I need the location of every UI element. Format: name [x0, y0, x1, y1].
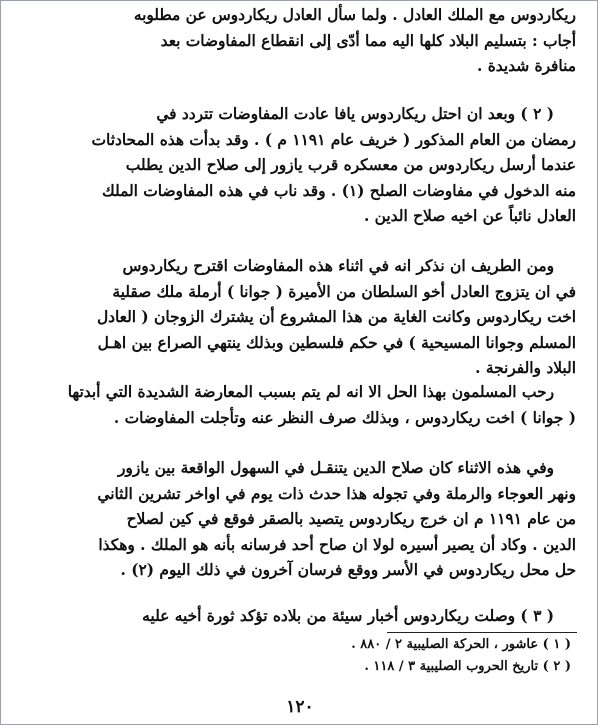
text-line: رحب المسلمون بهذا الحل الا انه لم يتم بسبب المعارضة الشديدة التي أبدتها — [67, 383, 554, 401]
text-line: الدين . وكاد أن يصير أسيره لولا ان صاح أحد فرسانه بأنه هو الملك . وهكذا — [98, 535, 576, 554]
text-line: ( جوانا ) اخت ريكاردوس ، وبذلك صرف النظر عنه وتأجلت المفاوضات . — [113, 408, 576, 427]
paragraph-1 — [49, 3, 576, 80]
text-line: من عام ١١٩١ م ان خرج ريكاردوس يتصيد بالصقر فوقع في كين لصلاح — [126, 510, 576, 529]
footnote-2: ( ٢ ) تاريخ الحروب الصليبية ٣ / ١١٨ . — [364, 659, 571, 674]
text-line: منافرة شديدة . — [477, 57, 576, 76]
paragraph-5 — [49, 456, 576, 584]
text-line: حل محل ريكاردوس في الأسر ووقع فرسان آخرون في ذلك اليوم (٢) . — [120, 561, 576, 580]
footnote-divider — [387, 632, 577, 633]
text-line: البلاد والفرنجة . — [475, 359, 576, 378]
text-line: ( ٣ ) وصلت ريكاردوس أخبار سيئة من بلاده تؤكد ثورة أخيه عليه — [142, 607, 554, 625]
text-line: منه الدخول في مفاوضات الصلح (١) . وقد ناب في هذه المفاوضات الملك — [102, 181, 576, 200]
footnote-1: ( ١ ) عاشور ، الحركة الصليبية ٢ / ٨٨٠ . — [351, 637, 571, 652]
paragraph-3 — [49, 254, 576, 382]
text-line: رمضان من العام المذكور ( خريف عام ١١٩١ م ) . وقد بدأت هذه المحادثات — [91, 130, 576, 149]
footnotes — [211, 634, 571, 678]
text-line: أجاب : بتسليم البلاد كلها اليه مما أدّى إلى انقطاع المفاوضات بعد — [160, 31, 576, 50]
text-line: ونهر العوجاء والرملة وفي تجوله هذا حدث ذات يوم في اواخر تشرين الثاني — [97, 484, 576, 503]
text-line: المسلم وجوانا المسيحية ) في حكم فلسطين وبذلك ينتهي الصراع بين اهـل — [97, 333, 576, 352]
paragraph-4 — [49, 380, 576, 431]
text-line: ومن الطريف ان نذكر انه في اثناء هذه المفاوضات اقترح ريكاردوس — [122, 257, 554, 275]
text-line: ريكاردوس مع الملك العادل . ولما سأل العادل ريكاردوس عن مطلوبه — [133, 6, 576, 24]
text-line: في ان يتزوج العادل أخو السلطان من الأميرة ( جوانا ) أرملة ملك صقلية — [112, 282, 576, 301]
text-line: عندما أرسل ريكاردوس من معسكره قرب يازور إلى صلاح الدين يطلب — [125, 156, 576, 175]
text-line: اخت ريكاردوس وكانت الغاية من هذا المشروع أن يشترك الزوجان ( العادل — [96, 308, 576, 327]
text-line: العادل نائباً عن اخيه صلاح الدين . — [363, 207, 576, 226]
text-line: ( ٢ ) وبعد ان احتل ريكاردوس يافا عادت المفاوضات تتردد في — [156, 105, 554, 123]
text-line: وفي هذه الاثناء كان صلاح الدين يتنقـل في السهول الواقعة بين يازور — [117, 459, 554, 477]
paragraph-2 — [49, 102, 576, 230]
page-number: ١٢٠ — [286, 697, 314, 717]
paragraph-6 — [49, 604, 576, 630]
